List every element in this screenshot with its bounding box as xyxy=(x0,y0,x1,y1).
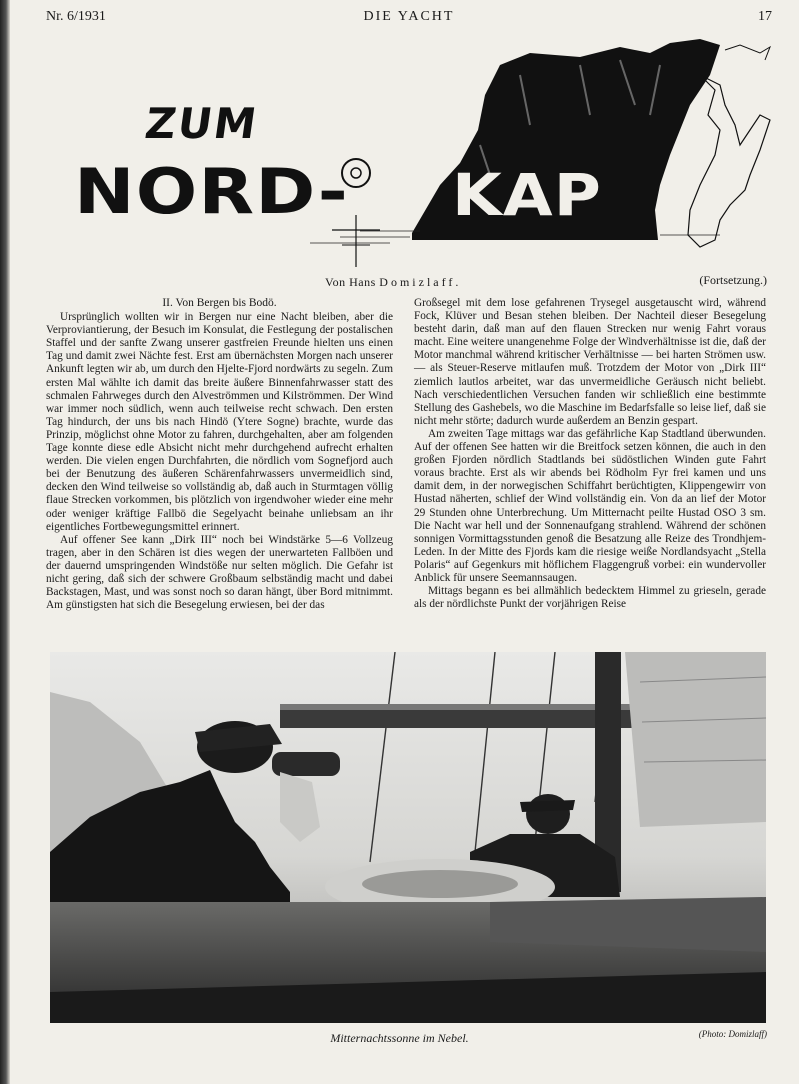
running-header xyxy=(46,9,772,29)
byline-prefix: Von Hans xyxy=(325,275,380,289)
paragraph: Am zweiten Tage mittags war das gefährliche Kap Stadtland überwunden. Auf der offenen See hatten wir die Breitfock setzen können, die auch in den großen Fjorden nördlich Stadtlands bei südöstlichen Winden gute Fahrt voraus brachte. Erst als wir abends bei Rödholm Fyr frei kamen und uns damit dem, in der norwegischen Schiffahrt berüchtigten, Klippengewirr von Hustad näherten, schlief der Wind vollständig ein. Von da an lief der Motor 29 Stunden ohne Unterbrechung. Um Mitternacht peilte Hustad OSO 3 sm. Die Nacht war hell und der Sonnenaufgang strahlend. Während der schönen sonnigen Vormittagsstunden genoß die Besatzung alle Reize des Trondhjem-Leden. In der Mitte des Fjords kam die riesige weiße Nordlandsyacht „Stella Polaris“ auf Gegenkurs mit höflichem Flaggengruß vorbei: ein wundervoller Anblick für unsere Seemannsaugen. xyxy=(414,427,766,584)
paragraph: Mittags begann es bei allmählich bedecktem Himmel zu grieseln, gerade als der nördlichste Punkt der vorjährigen Reise xyxy=(414,585,766,611)
magazine-title: DIE YACHT xyxy=(363,9,455,24)
banner-title-zum: ZUM xyxy=(142,99,262,148)
article-column-2 xyxy=(414,297,766,611)
banner-title-nord: NORD- xyxy=(74,155,349,228)
section-heading: II. Von Bergen bis Bodö. xyxy=(162,297,277,309)
article-column-1 xyxy=(46,297,393,612)
paragraph: Ursprünglich wollten wir in Bergen nur eine Nacht bleiben, aber die Verproviantierung, der Besuch im Konsulat, die Festlegung der postalischen Staffel und der sanfte Zwang unserer gastfreien Freunde hielten uns einen Tag und damit zwei Nächte fest. Erst am übernächsten Morgen nach unserer Ankunft legten wir ab, um durch den Hjelte-Fjord nordwärts zu segeln. Zum ersten Mal wählte ich damit das breite äußere Binnenfahrwasser statt des schmalen Fahrweges durch den Alveströmmen und Kilströmmen. Der Wind war immer noch südlich, wenn auch teilweise recht schwach. Den ersten Tag hindurch, der uns bis nach Hindö (Ytere Sogne) brachte, wurde das Prinzip, möglichst ohne Motor zu fahren, durchgehalten, aber am folgenden Tage konnte diese edle Absicht nicht mehr durchgehend aufrecht erhalten werden. Die vielen engen Durchfahrten, die nördlich vom Sognefjord auch bei der Benutzung des äußeren Schärenfahrwassers unvermeidlich sind, decken den Wind teilweise so vollständig ab, daß auch in Sturmtagen völlig flaue Strecken vorkommen, bis plötzlich von irgendwoher wieder eine mehr oder weniger kräftige Fallbö die Segelyacht beinahe unliebsam an ihr eigentliches Fortbewegungsmittel erinnert. xyxy=(46,311,393,533)
page-number: 17 xyxy=(758,9,772,24)
author-name: Domizlaff. xyxy=(379,275,462,289)
banner-title-kap: KAP xyxy=(452,161,602,229)
title-banner xyxy=(60,35,780,270)
issue-number: Nr. 6/1931 xyxy=(46,9,106,24)
midnight-sun-fog-photo xyxy=(50,652,766,1023)
scandinavia-map-outline xyxy=(688,75,770,247)
photo-credit: (Photo: Domizlaff) xyxy=(698,1029,767,1039)
paragraph: Auf offener See kann „Dirk III“ noch bei Windstärke 5—6 Vollzeug tragen, aber in den Schären ist dies wegen der unerwarteten Fallböen und der dauernd umspringenden Windstöße nur selten möglich. Die Gefahr ist nicht gering, daß sich der schwere Großbaum selbständig macht und dabei Backstagen, Mast, und was sonst noch so daran hängt, über Bord mitnimmt. Am günstigsten hat sich die Besegelung erwiesen, bei der das xyxy=(46,533,393,612)
paragraph: Großsegel mit dem lose gefahrenen Trysegel ausgetauscht wird, während Fock, Klüver und Besan stehen bleiben. Der Nachteil dieser Besegelung besteht darin, daß man auf den flauen Strecken nur wenig Fahrt voraus macht. Eine weitere unangenehme Folge der Windverhältnisse ist die, daß der Motor manchmal während kritischer Verhältnisse — bei harten Strömen usw. — als Steuer-Reserve mitlaufen muß. Trotzdem der Motor von „Dirk III“ ziemlich lautlos arbeitet, war das unvermeidliche Geräusch nicht beliebt. Nach verschiedentlichen Versuchen fanden wir schließlich eine bestimmte Stellung des Gashebels, wo die Maschine im Bedarfsfalle so leise lief, daß sie nicht mehr störte; dadurch wurde außerdem an Benzin gespart. xyxy=(414,297,766,427)
binding-edge xyxy=(0,0,10,1084)
author-byline xyxy=(325,275,461,290)
continuation-label: (Fortsetzung.) xyxy=(699,273,767,287)
article-photo xyxy=(50,652,766,1023)
photo-caption: Mitternachtssonne im Nebel. xyxy=(330,1031,469,1045)
